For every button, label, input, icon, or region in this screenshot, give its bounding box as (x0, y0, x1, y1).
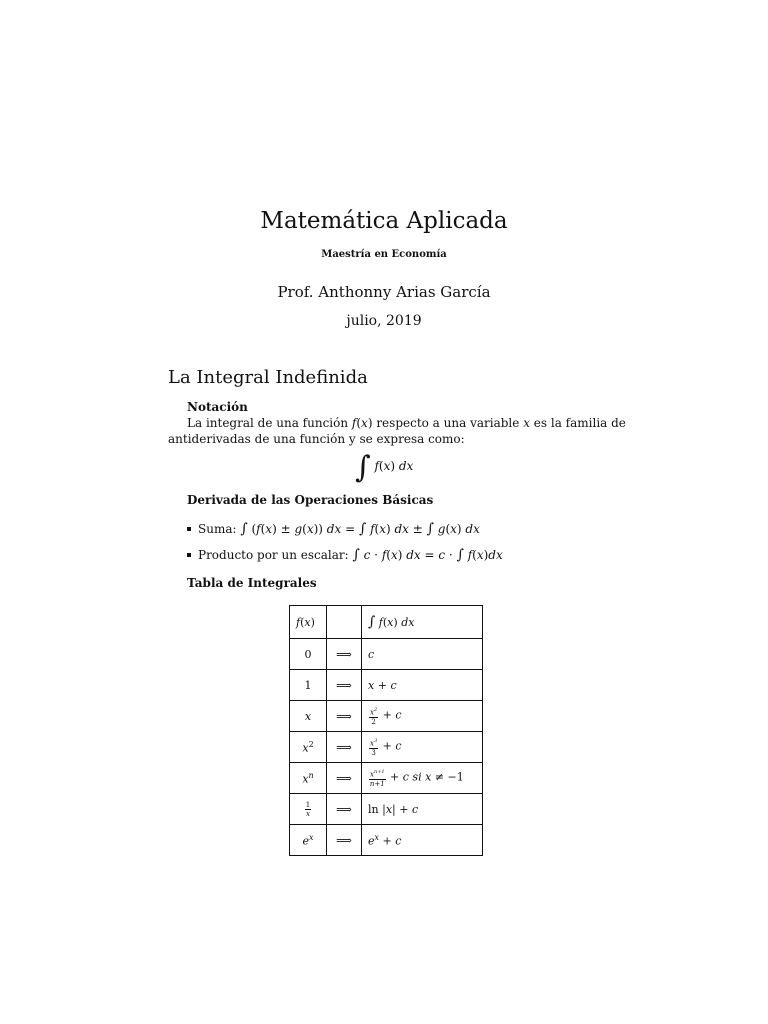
row-integral: $\frac{x^3}{3}$ + c (362, 732, 483, 763)
integrals-table (289, 605, 483, 856)
list-item-producto: Producto por un escalar: ∫ c · f(x) dx = c · ∫ f(x)dx (187, 547, 503, 563)
table-row (290, 670, 483, 701)
notacion-heading: Notación (187, 400, 248, 414)
document-title: Matemática Aplicada (260, 208, 508, 234)
row-integral: c (362, 639, 483, 670)
implies-arrow: ⟹ (327, 639, 362, 670)
table-row (290, 825, 483, 856)
row-integral: x + c (362, 670, 483, 701)
row-integral: $e^x + c$ (362, 825, 483, 856)
notacion-formula: ∫ f(x) dx (355, 450, 414, 485)
table-row (290, 732, 483, 763)
document-author: Prof. Anthonny Arias García (277, 283, 491, 301)
table-row (290, 639, 483, 670)
row-f: $e^x$ (290, 825, 327, 856)
table-row (290, 701, 483, 732)
row-integral: $\frac{x^{n+1}}{n+1}$ + c si x ≠ −1 (362, 763, 483, 794)
row-integral: $\frac{x^2}{2}$ + c (362, 701, 483, 732)
table-row (290, 763, 483, 794)
header-empty (327, 606, 362, 639)
implies-arrow: ⟹ (327, 825, 362, 856)
table-header-row (290, 606, 483, 639)
producto-label: Producto por un escalar: (198, 548, 349, 562)
implies-arrow: ⟹ (327, 701, 362, 732)
implies-arrow: ⟹ (327, 794, 362, 825)
implies-arrow: ⟹ (327, 732, 362, 763)
bullet-marker (187, 527, 191, 531)
table-row (290, 794, 483, 825)
row-f: $x^2$ (290, 732, 327, 763)
header-fx: f(x) (290, 606, 327, 639)
section-title: La Integral Indefinida (168, 367, 368, 388)
row-f: 1 (290, 670, 327, 701)
row-f: x (290, 701, 327, 732)
row-f: $x^n$ (290, 763, 327, 794)
list-item-suma: Suma: ∫ (f(x) ± g(x)) dx = ∫ f(x) dx ± ∫ g(x) dx (187, 521, 480, 537)
document-subtitle: Maestría en Economía (321, 249, 447, 260)
document-date: julio, 2019 (346, 313, 422, 329)
row-integral: ln |x| + c (362, 794, 483, 825)
row-f: 0 (290, 639, 327, 670)
row-f: $\frac{1}{x}$ (290, 794, 327, 825)
implies-arrow: ⟹ (327, 763, 362, 794)
implies-arrow: ⟹ (327, 670, 362, 701)
bullet-marker (187, 553, 191, 557)
derivada-heading: Derivada de las Operaciones Básicas (187, 493, 434, 507)
header-integral: ∫ f(x) dx (362, 606, 483, 639)
notacion-line-2: antiderivadas de una función y se expresa como: (168, 432, 465, 446)
suma-label: Suma: (198, 522, 237, 536)
notacion-line-1: La integral de una función f(x) respecto a una variable x es la familia de (187, 416, 626, 430)
tabla-heading: Tabla de Integrales (187, 576, 317, 590)
